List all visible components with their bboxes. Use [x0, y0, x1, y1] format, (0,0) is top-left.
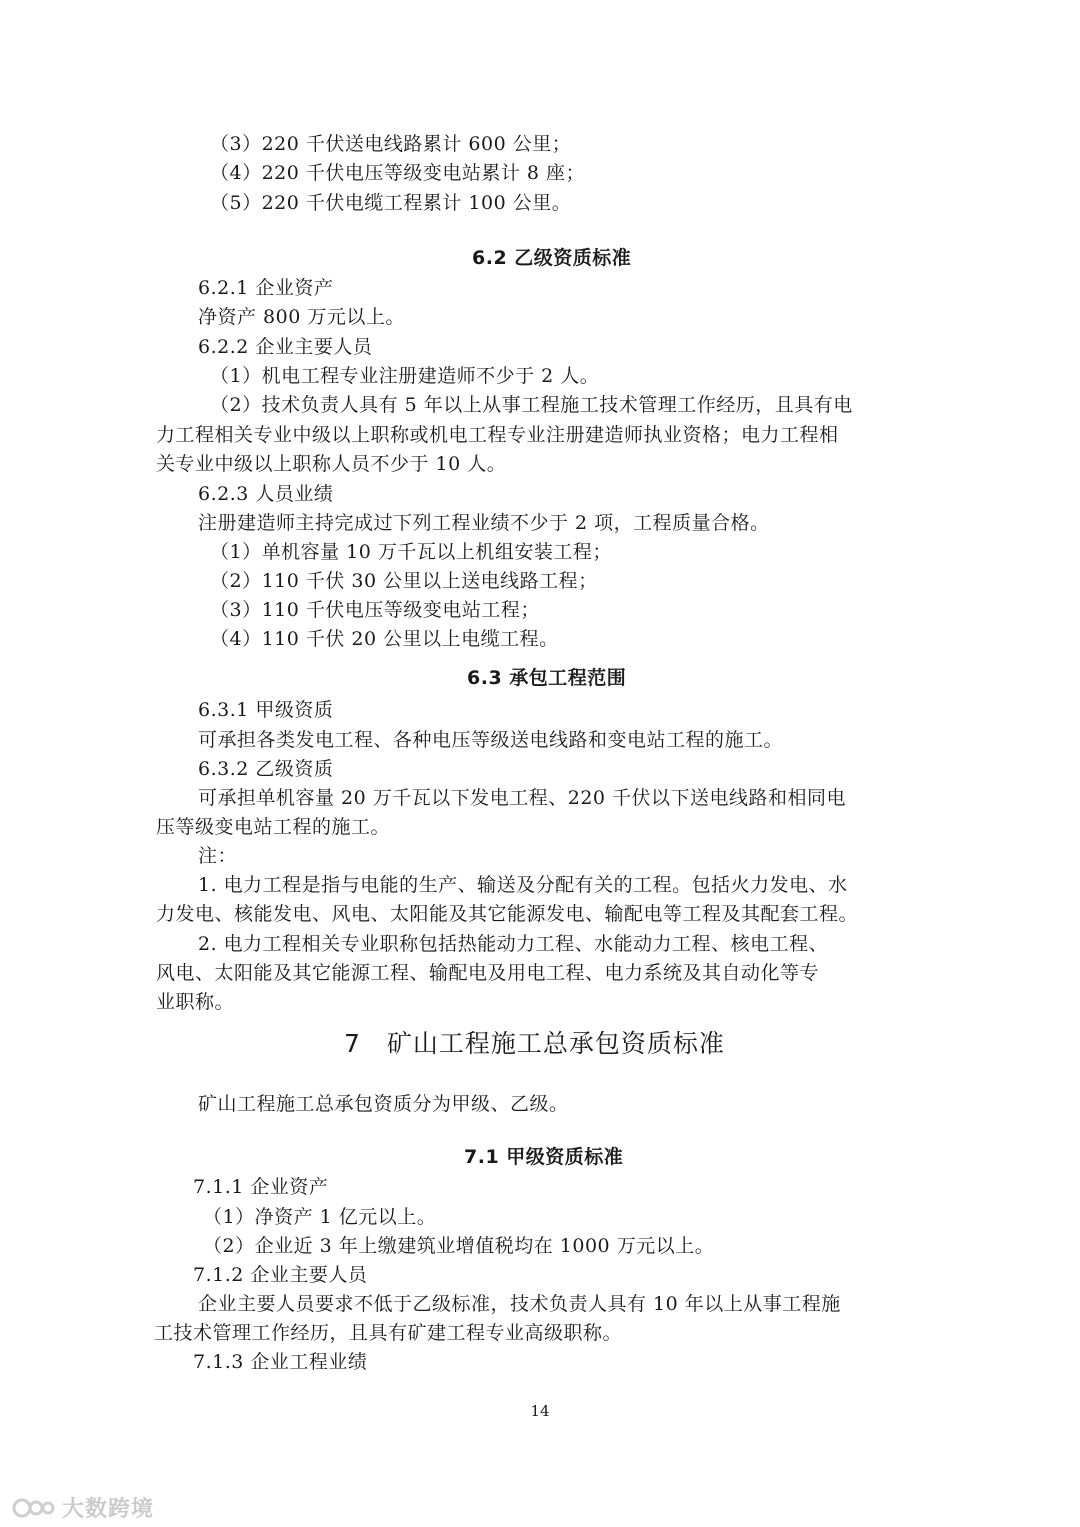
- text-line: 力发电、核能发电、风电、太阳能及其它能源发电、输配电等工程及其配套工程。: [156, 903, 859, 925]
- text-line: 企业主要人员要求不低于乙级标准，技术负责人具有 10 年以上从事工程施: [198, 1293, 841, 1315]
- subsection-heading: 7.1.3 企业工程业绩: [193, 1351, 368, 1373]
- text-line: （2）技术负责人具有 5 年以上从事工程施工技术管理工作经历，且具有电: [210, 394, 853, 416]
- text-line: （4）110 千伏 20 公里以上电缆工程。: [210, 628, 559, 650]
- text-line: 压等级变电站工程的施工。: [156, 816, 391, 838]
- text-line: （1）单机容量 10 万千瓦以上机组安装工程；: [210, 541, 612, 563]
- subsection-heading: 6.3.2 乙级资质: [198, 758, 334, 780]
- page-number: 14: [530, 1402, 550, 1420]
- text-line: （3）220 千伏送电线路累计 600 公里；: [210, 133, 572, 155]
- subsection-heading: 6.2.2 企业主要人员: [198, 336, 373, 358]
- text-line: （2）企业近 3 年上缴建筑业增值税均在 1000 万元以上。: [203, 1235, 715, 1257]
- section-heading: 7.1 甲级资质标准: [464, 1146, 624, 1168]
- text-line: 注册建造师主持完成过下列工程业绩不少于 2 项，工程质量合格。: [198, 512, 770, 534]
- text-line: 工技术管理工作经历，且具有矿建工程专业高级职称。: [154, 1322, 623, 1344]
- text-line: 2. 电力工程相关专业职称包括热能动力工程、水能动力工程、核电工程、: [198, 933, 829, 955]
- text-line: 风电、太阳能及其它能源工程、输配电及用电工程、电力系统及其自动化等专: [156, 962, 820, 984]
- text-line: 可承担各类发电工程、各种电压等级送电线路和变电站工程的施工。: [198, 729, 784, 751]
- subsection-heading: 7.1.1 企业资产: [193, 1176, 329, 1198]
- watermark-logo-icon: [12, 1494, 56, 1522]
- text-line: （5）220 千伏电缆工程累计 100 公里。: [210, 192, 572, 214]
- text-line: （1）机电工程专业注册建造师不少于 2 人。: [210, 365, 600, 387]
- subsection-heading: 7.1.2 企业主要人员: [193, 1264, 368, 1286]
- subsection-heading: 6.2.1 企业资产: [198, 277, 334, 299]
- chapter-heading: 7 矿山工程施工总承包资质标准: [344, 1029, 725, 1058]
- subsection-heading: 6.3.1 甲级资质: [198, 699, 334, 721]
- text-line: 可承担单机容量 20 万千瓦以下发电工程、220 千伏以下送电线路和相同电: [198, 787, 847, 809]
- text-line: 力工程相关专业中级以上职称或机电工程专业注册建造师执业资格；电力工程相: [156, 424, 839, 446]
- text-line: 关专业中级以上职称人员不少于 10 人。: [156, 453, 507, 475]
- text-line: （2）110 千伏 30 公里以上送电线路工程；: [210, 570, 598, 592]
- watermark-text: 大数跨境: [62, 1497, 155, 1522]
- section-heading: 6.3 承包工程范围: [467, 667, 627, 689]
- section-heading: 6.2 乙级资质标准: [472, 247, 632, 269]
- subsection-heading: 6.2.3 人员业绩: [198, 483, 334, 505]
- text-line: 净资产 800 万元以上。: [198, 306, 405, 328]
- text-line: 业职称。: [156, 991, 235, 1013]
- text-line: （1）净资产 1 亿元以上。: [203, 1206, 437, 1228]
- watermark: [12, 1492, 154, 1523]
- text-line: 1. 电力工程是指与电能的生产、输送及分配有关的工程。包括火力发电、水: [198, 874, 848, 896]
- note-label: 注：: [198, 845, 238, 867]
- text-line: 矿山工程施工总承包资质分为甲级、乙级。: [198, 1093, 569, 1115]
- text-line: （3）110 千伏电压等级变电站工程；: [210, 599, 540, 621]
- text-line: （4）220 千伏电压等级变电站累计 8 座；: [210, 162, 586, 184]
